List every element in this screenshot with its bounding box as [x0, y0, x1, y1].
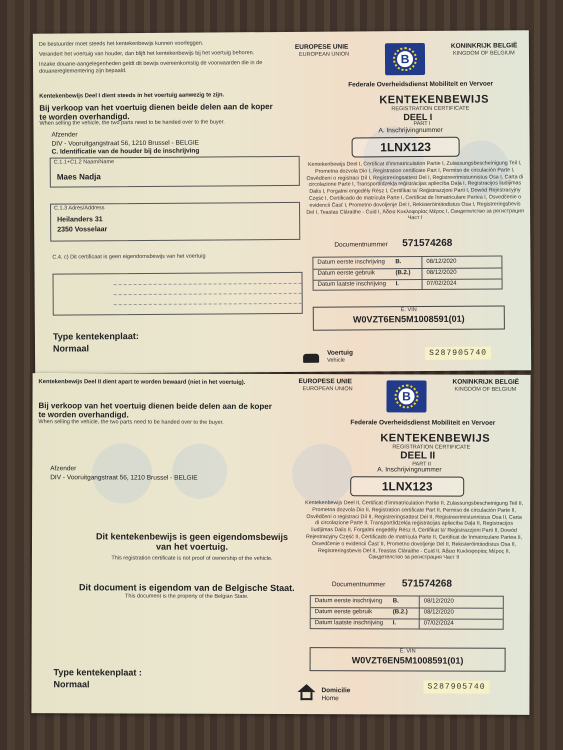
part-label: DEEL I	[403, 111, 433, 123]
date-row: Datum eerste inschrijving B. 08/12/2020	[311, 596, 503, 609]
doc-number-label: Documentnummer	[331, 581, 386, 589]
kingdom-label-en: KINGDOM OF BELGIUM	[452, 50, 515, 57]
vin-box	[310, 647, 506, 672]
address-box	[50, 202, 300, 242]
doc-title: KENTEKENBEWIJS	[380, 432, 491, 445]
serial-number: S287905740	[425, 347, 491, 360]
date-row: Datum laatste inschrijving I. 07/02/2024	[314, 278, 502, 290]
plate-type-label: Type kentekenplaat :	[53, 667, 142, 678]
watermark-circle	[292, 444, 352, 504]
location-label-en: Vehicle	[327, 357, 345, 364]
plate-type: Normaal	[52, 343, 90, 354]
ownership-note-2-en: This document is the property of the Belgian State.	[125, 593, 249, 600]
kingdom-label: KONINKRIJK BELGIË	[452, 378, 520, 386]
doc-number: 571574268	[401, 578, 452, 590]
vin-label: E. VIN	[399, 648, 416, 655]
reg-label: A. Inschrijvingnummer	[377, 466, 442, 474]
warning-text: De bestuurder moet steeds het kentekenbewijs kunnen voorleggen.	[38, 40, 204, 48]
holder-name: Maes Nadja	[56, 172, 101, 182]
sender-label: Afzender	[51, 131, 78, 139]
car-icon	[303, 354, 319, 363]
eu-label-en: EUROPEAN UNION	[298, 51, 350, 58]
dates-table	[312, 255, 502, 290]
sale-note: Bij verkoop van het voertuig dienen beide delen aan de koper te worden overhandigd.	[38, 401, 272, 420]
watermark-circle	[172, 444, 227, 499]
part-label-en: PART I	[413, 120, 431, 128]
vin: W0VZT6EN5M1008591(01)	[351, 655, 464, 666]
address-label: C.1.3 Adres/Address	[54, 205, 105, 212]
keep-note: Kentekenbewijs Deel II dient apart te worden bewaard (niet in het voertuig).	[38, 379, 246, 386]
location-label-en: Home	[321, 695, 339, 703]
doc-title-en: REGISTRATION CERTIFICATE	[392, 444, 471, 451]
kingdom-label: KONINKRIJK BELGIË	[450, 42, 518, 50]
reg-label: A. Inschrijvingnummer	[378, 126, 443, 135]
location-label: Domicilie	[321, 687, 351, 695]
kingdom-label-en: KINGDOM OF BELGIUM	[454, 386, 517, 393]
sender: DIV - Vooruitgangstraat 56, 1210 Brussel - BELGIE	[50, 474, 198, 482]
date-row: Datum eerste inschrijving B. 08/12/2020	[313, 256, 501, 269]
plate-type-label: Type kentekenplaat:	[52, 331, 139, 342]
certificate-part-1	[33, 30, 531, 373]
doc-title-en: REGISTRATION CERTIFICATE	[391, 105, 470, 113]
holder-section-title: C. Identificatie van de houder bij de inschrijving	[51, 147, 200, 156]
warning-text: Verandert het voertuig van houder, dan blijft het kentekenbewijs bij het voertuig behoren.	[38, 50, 255, 58]
eu-label: EUROPESE UNIE	[294, 43, 349, 51]
warning-text: Inzake douane-aangelegenheden geldt dit bewijs overeenkomstig de voorwaarden die in de douanereglementering zijn bepaald.	[39, 60, 263, 75]
doc-number-label: Documentnummer	[334, 241, 388, 249]
empty-fields-box	[52, 272, 302, 316]
multilingual-text: Kentekenbewijs Deel I, Certificat d'immatriculation Partie I, Zulassungsbescheinigung Teil I, Prometna dozvola Dio I, Registration certificate Part I, Permiso de circulación Parte I, Osvědčení o registraci Díl I, Registreringsattest Del I, Registreerimistunnistus Osa I, Carta di circolazione Parte I, Transportlīdzekļa reģistrācijas apliecība Daļa I, Registracijos liudijimas Dalis I, Forgalmi engedély Rész I, Certifikat ta' Reġistrazzjoni Parti I, Dowód Rejestracyjny Część I, Certificado de matrícula Parte I, Certificat de înmatriculare Partea I, Osvedčenie o evidencii Časť I, Prometno dovoljenje Del I, Rekisteröintitodistus Osa I, Registreringsbevis Del I, Teastas Cláraithe - Cuid I, Άδεια Κυκλοφορίας Μέρος I, Свидетелство за регистрация Част I	[306, 160, 524, 222]
registration-plate: 1LNX123	[350, 476, 464, 496]
doc-title: KENTEKENBEWIJS	[379, 93, 490, 107]
address-city: 2350 Vosselaar	[57, 226, 108, 234]
plate-type: Normaal	[53, 679, 90, 690]
home-icon	[297, 684, 315, 692]
dates-table	[310, 595, 504, 630]
location-label: Voertuig	[327, 349, 353, 357]
sale-note-en: When selling the vehicle, the two parts need to be handed over to the buyer.	[38, 419, 224, 426]
address-street: Heilanders 31	[57, 216, 103, 224]
c4-label: C.4. c) Dit certificaat is geen eigendomsbewijs van het voertuig	[52, 253, 206, 261]
part-label: DEEL II	[400, 450, 436, 462]
eu-flag-icon: B	[385, 43, 425, 75]
ownership-note-2: Dit document is eigendom van de Belgische Staat.	[79, 582, 295, 594]
keep-note: Kentekenbewijs Deel I dient steeds in het voertuig aanwezig te zijn.	[39, 92, 225, 100]
sender-label: Afzender	[50, 465, 77, 473]
name-box	[50, 156, 300, 188]
vin-label: E. VIN	[400, 307, 417, 314]
vin-box	[313, 305, 505, 330]
ownership-note-1: Dit kentekenbewijs is geen eigendomsbewijs van het voertuig.	[95, 531, 289, 552]
sale-note: Bij verkoop van het voertuig dienen beide delen aan de koper te worden overhandigd.	[39, 102, 273, 122]
date-row: Datum laatste inschrijving I. 07/02/2024	[311, 618, 503, 630]
date-row: Datum eerste gebruik (B.2.) 08/12/2020	[313, 267, 501, 280]
part-label-en: PART II	[412, 461, 431, 468]
multilingual-text: Kentekenbewijs Deel II, Certificat d'immatriculation Partie II, Zulassungsbescheinigung Teil II, Prometna dozvola Dio II, Registration certificate Part II, Permiso de circulación Parte II, Osvědčení o registraci Díl II, Registreringsattest Del II, Registreerimistunnistus Osa II, Carta di circolazione Parte II, Transportlīdzekļa reģistrācijas apliecība Daļa II, Registracijos liudijimas Dalis II, Forgalmi engedély Rész II, Certifikat ta' Reġistrazzjoni Parti II, Dowód Rejestracyjny Część II, Certificado de matrícula Parte II, Certificat de înmatriculare Partea II, Osvedčenie o evidencii Časť II, Prometno dovoljenje Del II, Rekisteröintitodistus Osa II, Registreringsbevis Del II, Teastas Cláraithe - Cuid II, Άδεια Κυκλοφορίας Μέρος II, Свидетелство за регистрация Част II	[305, 500, 524, 561]
certificate-part-2	[31, 373, 530, 715]
vin: W0VZT6EN5M1008591(01)	[353, 313, 465, 325]
warnings	[39, 40, 279, 76]
eu-flag-icon: B	[386, 380, 426, 412]
sender: DIV - Vooruitgangstraat 56, 1210 Brussel - BELGIE	[51, 139, 200, 148]
authority: Federale Overheidsdienst Mobiliteit en Vervoer	[350, 419, 496, 427]
sale-note-en: When selling the vehicle, the two parts need to be handed over to the buyer.	[39, 119, 225, 127]
serial-number: S287905740	[423, 680, 489, 693]
registration-plate: 1LNX123	[352, 137, 460, 158]
home-icon	[300, 692, 312, 700]
eu-label: EUROPESE UNIE	[298, 378, 353, 386]
doc-number: 571574268	[402, 237, 453, 250]
date-row: Datum eerste gebruik (B.2.) 08/12/2020	[311, 607, 503, 620]
ownership-note-1-en: This registration certificate is not proof of ownership of the vehicle.	[111, 555, 273, 562]
name-label: C.1.1+C1.2 Naam/Name	[53, 159, 115, 166]
authority: Federale Overheidsdienst Mobiliteit en Vervoer	[348, 80, 494, 89]
eu-label-en: EUROPEAN UNION	[302, 386, 353, 393]
